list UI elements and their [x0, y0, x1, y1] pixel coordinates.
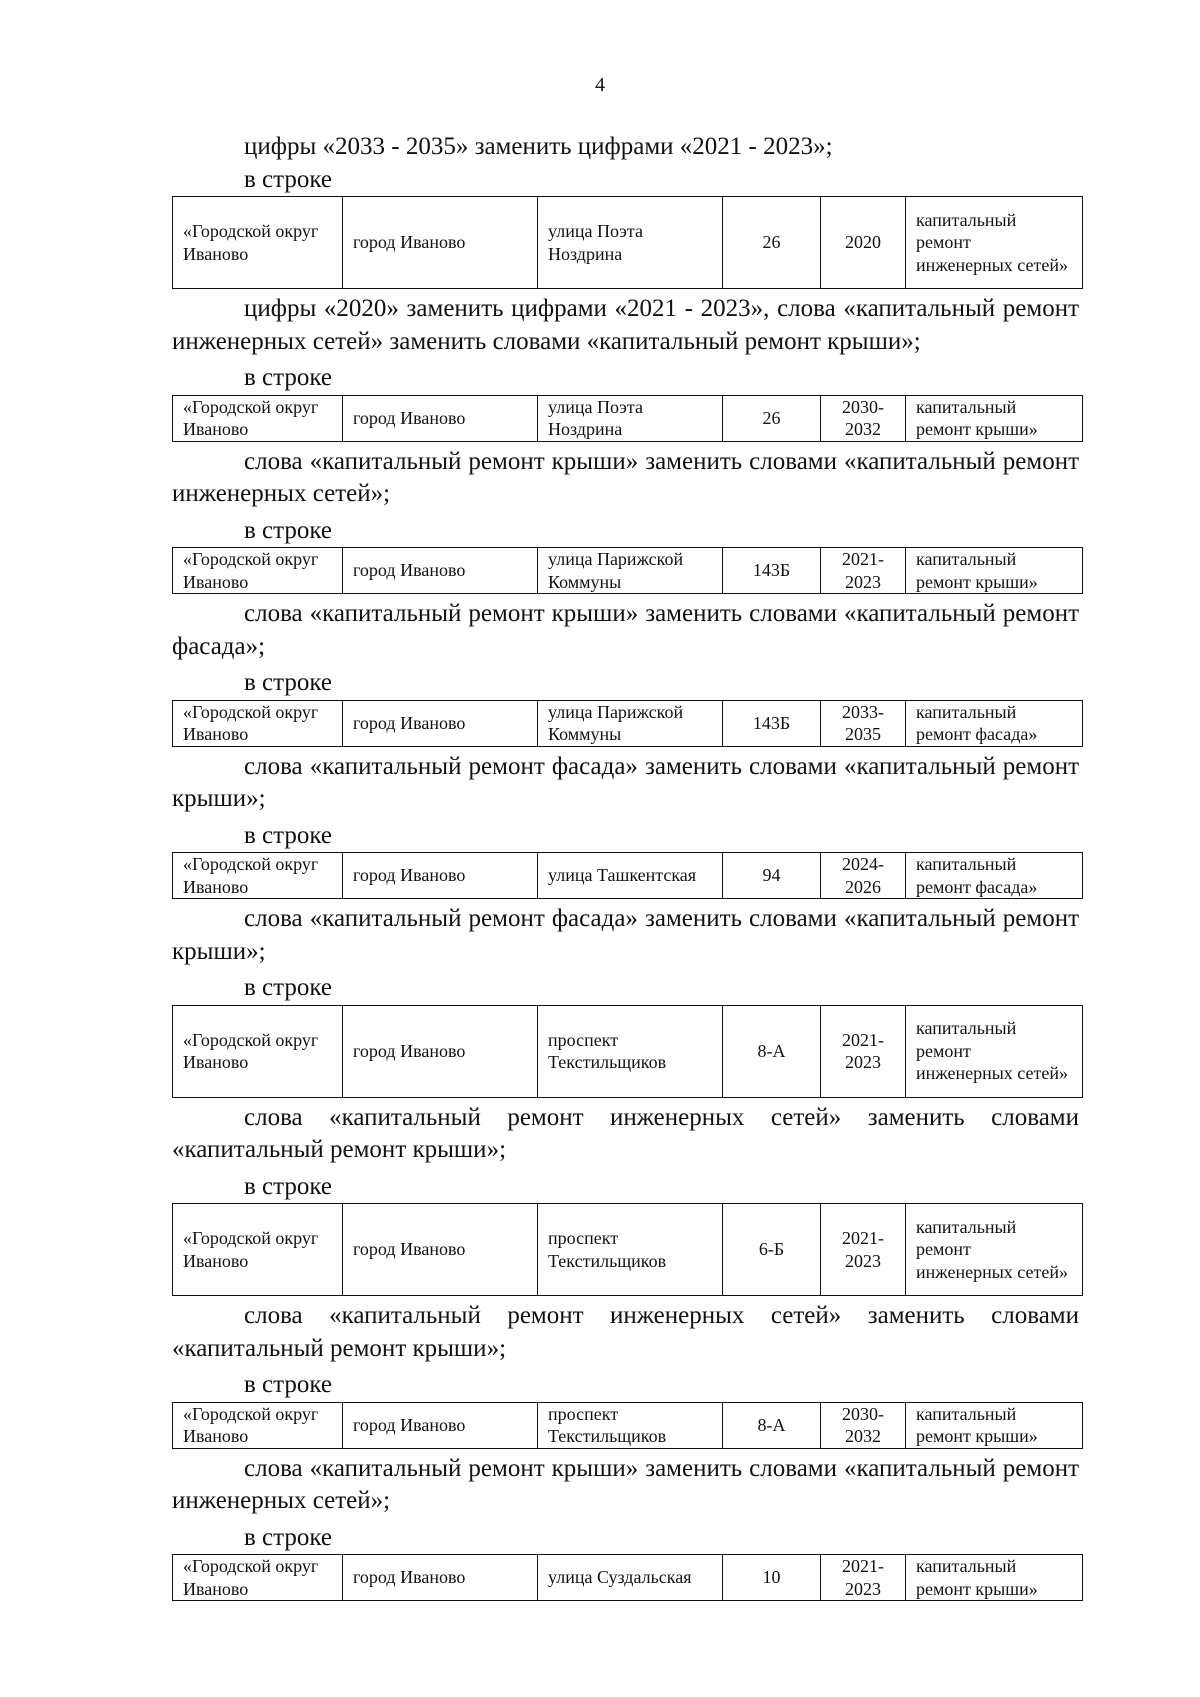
address-row-table	[172, 196, 1083, 289]
city-cell: город Иваново	[343, 1005, 538, 1097]
years-cell: 2020	[821, 197, 906, 289]
table-row	[173, 1204, 1083, 1296]
street-cell: улица Суздальская	[538, 1555, 723, 1601]
house-number-cell: 10	[723, 1555, 821, 1601]
table-row	[173, 1402, 1083, 1448]
house-number-cell: 6-Б	[723, 1204, 821, 1296]
years-cell: 2021-2023	[821, 1005, 906, 1097]
city-cell: город Иваново	[343, 395, 538, 441]
years-cell: 2021-2023	[821, 548, 906, 594]
city-cell: город Иваново	[343, 1402, 538, 1448]
house-number-cell: 8-А	[723, 1402, 821, 1448]
work-type-cell: капитальный ремонт крыши»	[906, 395, 1083, 441]
table-row	[173, 548, 1083, 594]
street-cell: улица Парижской Коммуны	[538, 700, 723, 746]
work-type-cell: капитальный ремонт инженерных сетей»	[906, 197, 1083, 289]
row-lead-text: в строке	[244, 364, 333, 391]
years-cell: 2030-2032	[821, 395, 906, 441]
city-cell: город Иваново	[343, 197, 538, 289]
municipality-cell: «Городской округ Иваново	[173, 548, 343, 594]
document-body	[172, 131, 1079, 1601]
municipality-cell: «Городской округ Иваново	[173, 853, 343, 899]
address-row-table	[172, 1402, 1083, 1449]
work-type-cell: капитальный ремонт крыши»	[906, 1402, 1083, 1448]
street-cell: улица Парижской Коммуны	[538, 548, 723, 594]
municipality-cell: «Городской округ Иваново	[173, 197, 343, 289]
address-row-table	[172, 395, 1083, 442]
row-lead-text: в строке	[244, 821, 333, 849]
house-number-cell: 94	[723, 853, 821, 899]
address-row-table	[172, 547, 1083, 594]
address-row-table	[172, 852, 1083, 899]
address-row-table	[172, 1005, 1083, 1098]
row-lead-text: в строке	[244, 1172, 333, 1200]
municipality-cell: «Городской округ Иваново	[173, 1402, 343, 1448]
work-type-cell: капитальный ремонт крыши»	[906, 1555, 1083, 1601]
municipality-cell: «Городской округ Иваново	[173, 1555, 343, 1601]
amendment-instruction: цифры «2020» заменить цифрами «2021 - 2023», слова «капитальный ремонт инженерных сетей» заменить словами «капитальный ремонт крыши»;	[172, 295, 1079, 355]
table-row	[173, 395, 1083, 441]
table-row	[173, 700, 1083, 746]
page-number: 4	[595, 74, 605, 96]
city-cell: город Иваново	[343, 1555, 538, 1601]
municipality-cell: «Городской округ Иваново	[173, 700, 343, 746]
street-cell: улица Ташкентская	[538, 853, 723, 899]
amendment-blocks	[172, 164, 1079, 1602]
municipality-cell: «Городской округ Иваново	[173, 1204, 343, 1296]
amendment-instruction: слова «капитальный ремонт крыши» заменить словами «капитальный ремонт инженерных сетей»;	[172, 447, 1079, 507]
amendment-instruction: слова «капитальный ремонт крыши» заменить словами «капитальный ремонт фасада»;	[172, 600, 1079, 660]
row-lead-text: в строке	[244, 974, 333, 1001]
row-lead-text: в строке	[244, 1523, 333, 1551]
work-type-cell: капитальный ремонт инженерных сетей»	[906, 1204, 1083, 1296]
house-number-cell: 143Б	[723, 548, 821, 594]
street-cell: улица Поэта Ноздрина	[538, 395, 723, 441]
street-cell: проспект Текстильщиков	[538, 1005, 723, 1097]
address-row-table	[172, 1554, 1083, 1601]
amendment-instruction: слова «капитальный ремонт фасада» заменить словами «капитальный ремонт крыши»;	[172, 752, 1079, 812]
table-row	[173, 853, 1083, 899]
city-cell: город Иваново	[343, 700, 538, 746]
house-number-cell: 143Б	[723, 700, 821, 746]
municipality-cell: «Городской округ Иваново	[173, 1005, 343, 1097]
house-number-cell: 8-А	[723, 1005, 821, 1097]
years-cell: 2024-2026	[821, 853, 906, 899]
amendment-instruction: слова «капитальный ремонт крыши» заменить словами «капитальный ремонт инженерных сетей»;	[172, 1454, 1079, 1514]
work-type-cell: капитальный ремонт фасада»	[906, 700, 1083, 746]
work-type-cell: капитальный ремонт инженерных сетей»	[906, 1005, 1083, 1097]
amendment-instruction: слова «капитальный ремонт инженерных сетей» заменить словами «капитальный ремонт крыши»;	[172, 1302, 1079, 1362]
municipality-cell: «Городской округ Иваново	[173, 395, 343, 441]
city-cell: город Иваново	[343, 1204, 538, 1296]
row-lead-text: в строке	[244, 165, 333, 193]
address-row-table	[172, 1203, 1083, 1296]
years-cell: 2021-2023	[821, 1204, 906, 1296]
years-cell: 2033-2035	[821, 700, 906, 746]
work-type-cell: капитальный ремонт крыши»	[906, 548, 1083, 594]
amendment-instruction: слова «капитальный ремонт инженерных сетей» заменить словами «капитальный ремонт крыши»;	[172, 1103, 1079, 1163]
city-cell: город Иваново	[343, 548, 538, 594]
years-cell: 2030-2032	[821, 1402, 906, 1448]
row-lead-text: в строке	[244, 669, 333, 696]
house-number-cell: 26	[723, 197, 821, 289]
street-cell: улица Поэта Ноздрина	[538, 197, 723, 289]
table-row	[173, 197, 1083, 289]
house-number-cell: 26	[723, 395, 821, 441]
address-row-table	[172, 700, 1083, 747]
street-cell: проспект Текстильщиков	[538, 1204, 723, 1296]
table-row	[173, 1555, 1083, 1601]
street-cell: проспект Текстильщиков	[538, 1402, 723, 1448]
table-row	[173, 1005, 1083, 1097]
amendment-instruction: слова «капитальный ремонт фасада» заменить словами «капитальный ремонт крыши»;	[172, 905, 1079, 965]
row-lead-text: в строке	[244, 1371, 333, 1398]
intro-paragraph: цифры «2033 - 2035» заменить цифрами «2021 - 2023»;	[244, 133, 833, 160]
work-type-cell: капитальный ремонт фасада»	[906, 853, 1083, 899]
city-cell: город Иваново	[343, 853, 538, 899]
years-cell: 2021-2023	[821, 1555, 906, 1601]
row-lead-text: в строке	[244, 516, 333, 544]
